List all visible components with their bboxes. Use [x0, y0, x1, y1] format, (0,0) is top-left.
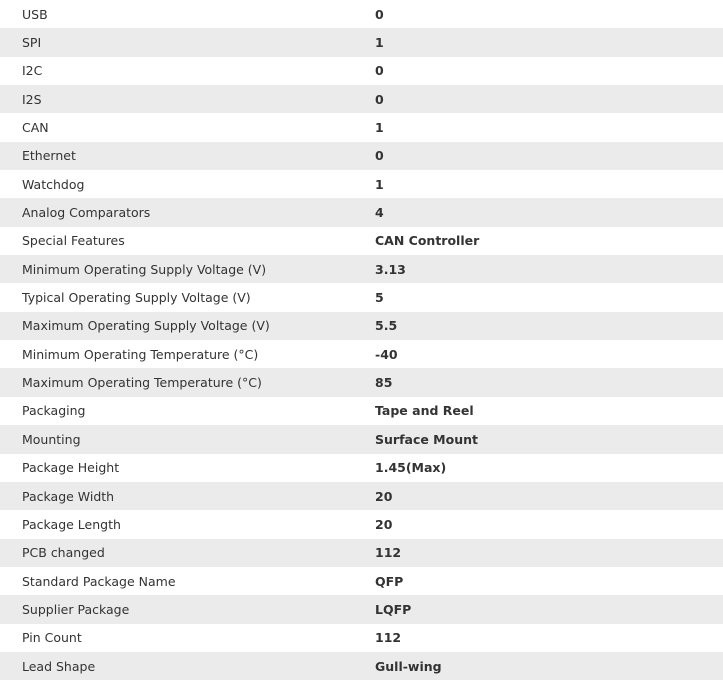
- spec-value: 3.13: [375, 261, 406, 277]
- spec-row-pcb-changed: [0, 539, 723, 567]
- spec-value: 0: [375, 91, 384, 107]
- spec-label: Supplier Package: [22, 601, 130, 617]
- spec-value: 0: [375, 63, 384, 79]
- spec-label: Maximum Operating Supply Voltage (V): [22, 318, 270, 334]
- spec-label: Typical Operating Supply Voltage (V): [22, 290, 251, 306]
- spec-label: Standard Package Name: [22, 573, 176, 589]
- spec-row-package-length: [0, 510, 723, 538]
- spec-value: 5.5: [375, 318, 398, 334]
- spec-row-mounting: [0, 425, 723, 453]
- spec-row-i2s: [0, 85, 723, 113]
- spec-label: USB: [22, 6, 48, 22]
- spec-value: 1: [375, 35, 384, 51]
- spec-value: 0: [375, 148, 384, 164]
- spec-row-usb: [0, 0, 723, 28]
- spec-value: 85: [375, 375, 393, 391]
- spec-value: 112: [375, 545, 402, 561]
- spec-value: 0: [375, 6, 384, 22]
- spec-label: Maximum Operating Temperature (°C): [22, 375, 262, 391]
- spec-label: SPI: [22, 35, 42, 51]
- spec-value: LQFP: [375, 601, 412, 617]
- spec-value: Surface Mount: [375, 431, 478, 447]
- spec-row-packaging: [0, 397, 723, 425]
- spec-value: -40: [375, 346, 398, 362]
- spec-value: 4: [375, 205, 384, 221]
- spec-row-min-temperature: [0, 340, 723, 368]
- spec-label: Ethernet: [22, 148, 76, 164]
- spec-row-min-supply-voltage: [0, 255, 723, 283]
- spec-label: I2C: [22, 63, 43, 79]
- spec-label: Minimum Operating Temperature (°C): [22, 346, 259, 362]
- spec-value: 20: [375, 488, 393, 504]
- spec-row-watchdog: [0, 170, 723, 198]
- spec-label: Minimum Operating Supply Voltage (V): [22, 261, 267, 277]
- spec-label: Pin Count: [22, 630, 82, 646]
- spec-row-can: [0, 113, 723, 141]
- spec-row-supplier-package: [0, 595, 723, 623]
- spec-row-pin-count: [0, 624, 723, 652]
- spec-label: Special Features: [22, 233, 125, 249]
- spec-row-typ-supply-voltage: [0, 283, 723, 311]
- spec-value: 1: [375, 120, 384, 136]
- spec-label: Package Length: [22, 516, 121, 532]
- spec-value: CAN Controller: [375, 233, 480, 249]
- spec-value: 112: [375, 630, 402, 646]
- spec-label: CAN: [22, 120, 49, 136]
- spec-row-spi: [0, 28, 723, 56]
- spec-label: Package Height: [22, 460, 120, 476]
- spec-row-analog-comparators: [0, 198, 723, 226]
- spec-row-max-supply-voltage: [0, 312, 723, 340]
- spec-row-package-width: [0, 482, 723, 510]
- spec-row-ethernet: [0, 142, 723, 170]
- spec-value: 1: [375, 176, 384, 192]
- spec-row-special-features: [0, 227, 723, 255]
- spec-label: Lead Shape: [22, 658, 96, 674]
- spec-label: Watchdog: [22, 176, 85, 192]
- spec-row-standard-package-name: [0, 567, 723, 595]
- spec-value: 20: [375, 516, 393, 532]
- spec-row-package-height: [0, 454, 723, 482]
- spec-value: Gull-wing: [375, 658, 442, 674]
- spec-value: 1.45(Max): [375, 460, 447, 476]
- spec-row-lead-shape: [0, 652, 723, 680]
- spec-label: Package Width: [22, 488, 115, 504]
- spec-value: Tape and Reel: [375, 403, 474, 419]
- spec-value: QFP: [375, 573, 404, 589]
- spec-label: Mounting: [22, 431, 81, 447]
- spec-row-max-temperature: [0, 368, 723, 396]
- spec-row-i2c: [0, 57, 723, 85]
- spec-label: Packaging: [22, 403, 86, 419]
- spec-label: I2S: [22, 91, 42, 107]
- spec-label: PCB changed: [22, 545, 105, 561]
- spec-label: Analog Comparators: [22, 205, 151, 221]
- spec-value: 5: [375, 290, 384, 306]
